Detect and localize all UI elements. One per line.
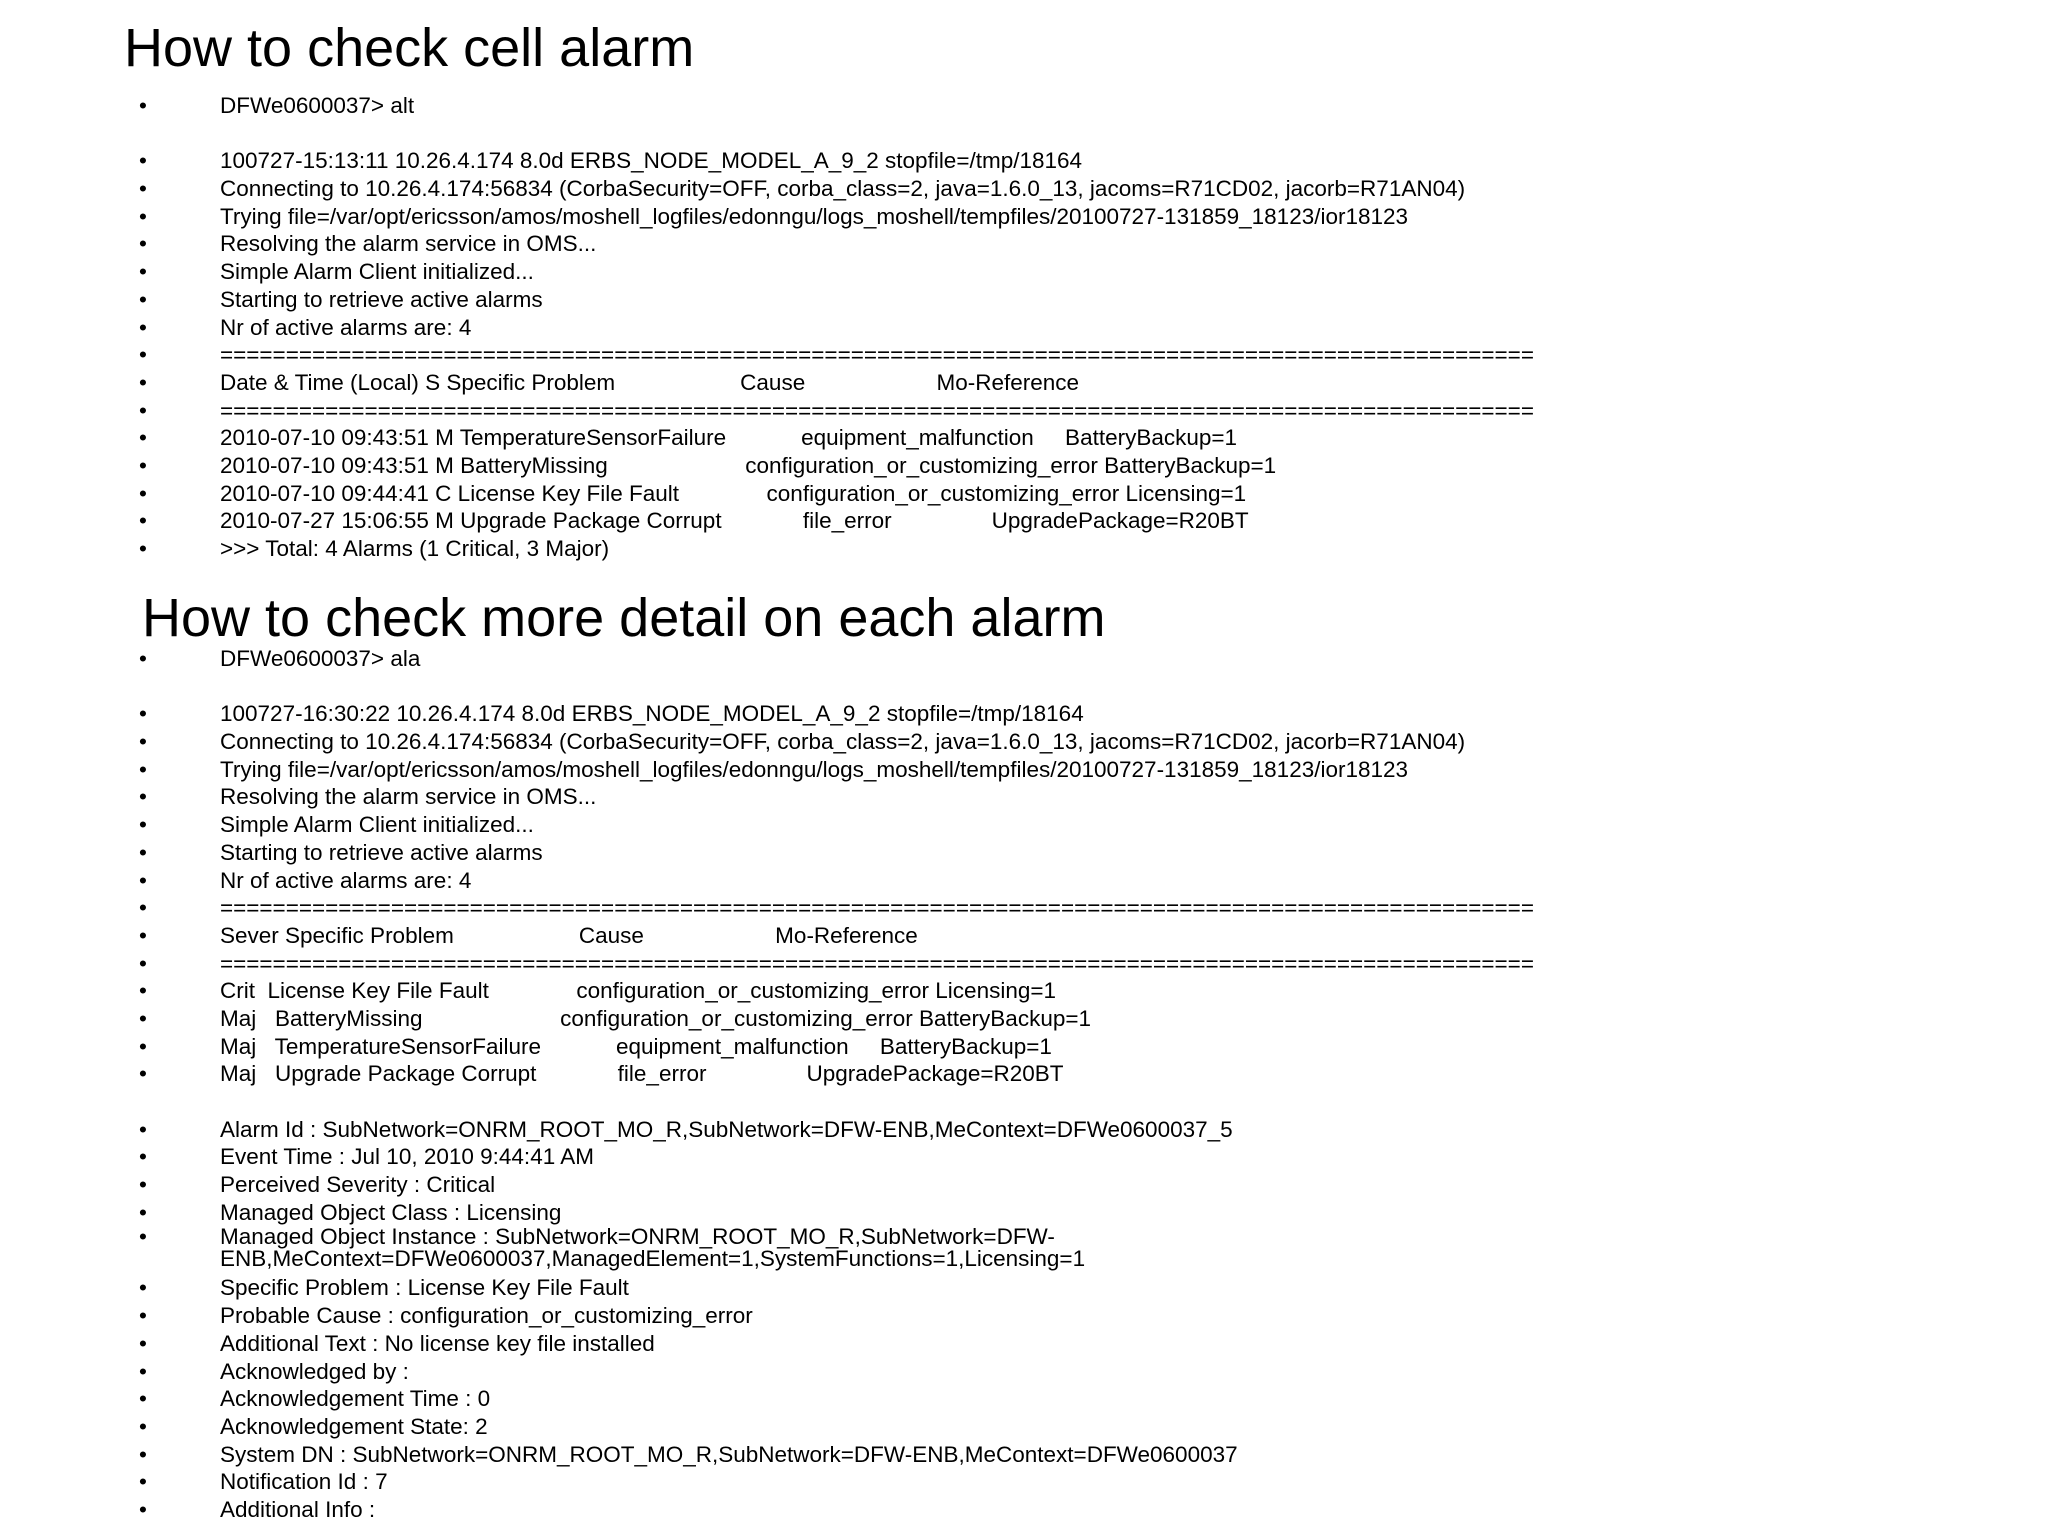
bullet-icon: •	[139, 1144, 147, 1170]
bullet-icon: •	[139, 729, 147, 755]
line-text: Managed Object Instance : SubNetwork=ONRM_ROOT_MO_R,SubNetwork=DFW- ENB,MeContext=DFWe0600037,ManagedElement=1,SystemFunctions=1,Licensing=1	[220, 1224, 1086, 1272]
list-item	[0, 1385, 2048, 1413]
section2-title: How to check more detail on each alarm	[142, 588, 1106, 648]
bullet-icon: •	[139, 950, 147, 976]
bullet-icon: •	[139, 452, 147, 478]
bullet-icon: •	[139, 1224, 147, 1250]
line-text: Maj Upgrade Package Corrupt file_error UpgradePackage=R20BT	[220, 1061, 1064, 1087]
list-item	[0, 1468, 2048, 1496]
bullet-icon: •	[139, 176, 147, 202]
list-item	[0, 1033, 2048, 1061]
blank-line	[0, 120, 2048, 148]
list-item	[0, 645, 2048, 673]
line-text: ====================================================================================================	[220, 895, 1534, 921]
line-text: Resolving the alarm service in OMS...	[220, 784, 597, 810]
bullet-icon: •	[139, 314, 147, 340]
list-item	[0, 1005, 2048, 1033]
bullet-icon: •	[139, 203, 147, 229]
list-item	[0, 230, 2048, 258]
line-text: DFWe0600037> alt	[220, 93, 415, 118]
section1-title: How to check cell alarm	[124, 18, 695, 78]
bullet-icon: •	[139, 397, 147, 423]
line-text: Acknowledged by :	[220, 1358, 409, 1384]
bullet-icon: •	[139, 895, 147, 921]
line-text: Acknowledgement Time : 0	[220, 1386, 491, 1412]
list-item	[0, 1060, 2048, 1088]
line-text: Notification Id : 7	[220, 1469, 388, 1495]
line-text: Date & Time (Local) S Specific Problem Cause Mo-Reference	[220, 369, 1080, 395]
list-item	[0, 1441, 2048, 1469]
bullet-icon: •	[139, 1172, 147, 1198]
list-item	[0, 1143, 2048, 1171]
line-text: Specific Problem : License Key File Fault	[220, 1275, 629, 1301]
bullet-icon: •	[139, 1116, 147, 1142]
bullet-icon: •	[139, 1275, 147, 1301]
list-item	[0, 894, 2048, 922]
list-item	[0, 203, 2048, 231]
list-item	[0, 369, 2048, 397]
line-text: 2010-07-27 15:06:55 M Upgrade Package Corrupt file_error UpgradePackage=R20BT	[220, 508, 1249, 534]
line-text: DFWe0600037> ala	[220, 646, 421, 671]
bullet-icon: •	[139, 508, 147, 534]
bullet-icon: •	[139, 756, 147, 782]
list-item	[0, 977, 2048, 1005]
bullet-icon: •	[139, 784, 147, 810]
bullet-icon: •	[139, 922, 147, 948]
list-item	[0, 147, 2048, 175]
line-text: Probable Cause : configuration_or_customizing_error	[220, 1303, 753, 1329]
list-item	[0, 1199, 2048, 1227]
bullet-icon: •	[139, 1358, 147, 1384]
list-item	[0, 700, 2048, 728]
line-text: Additional Text : No license key file installed	[220, 1330, 655, 1356]
line-text: ====================================================================================================	[220, 950, 1534, 976]
list-item	[0, 1226, 2048, 1274]
line-text: Connecting to 10.26.4.174:56834 (CorbaSecurity=OFF, corba_class=2, java=1.6.0_13, jacoms=R71CD02, jacorb=R71AN04)	[220, 729, 1466, 755]
list-item	[0, 480, 2048, 508]
list-item	[0, 1116, 2048, 1144]
list-item	[0, 397, 2048, 425]
list-item	[0, 314, 2048, 342]
line-text: Starting to retrieve active alarms	[220, 839, 543, 865]
bullet-icon: •	[139, 259, 147, 285]
list-item	[0, 1171, 2048, 1199]
list-item	[0, 258, 2048, 286]
line-text: 100727-15:13:11 10.26.4.174 8.0d ERBS_NODE_MODEL_A_9_2 stopfile=/tmp/18164	[220, 148, 1083, 174]
bullet-icon: •	[139, 646, 147, 671]
list-item	[0, 811, 2048, 839]
bullet-icon: •	[139, 1061, 147, 1087]
bullet-icon: •	[139, 1496, 147, 1522]
line-text: Sever Specific Problem Cause Mo-Reference	[220, 922, 918, 948]
line-text: Perceived Severity : Critical	[220, 1172, 496, 1198]
bullet-icon: •	[139, 286, 147, 312]
bullet-icon: •	[139, 1033, 147, 1059]
line-text: Trying file=/var/opt/ericsson/amos/moshell_logfiles/edonngu/logs_moshell/tempfiles/20100727-131859_18123/ior18123	[220, 756, 1409, 782]
bullet-icon: •	[139, 148, 147, 174]
list-item	[0, 507, 2048, 535]
bullet-icon: •	[139, 1303, 147, 1329]
list-item	[0, 783, 2048, 811]
section2-lines	[0, 645, 2048, 1524]
list-item	[0, 867, 2048, 895]
line-text: 2010-07-10 09:44:41 C License Key File Fault configuration_or_customizing_error Licensing=1	[220, 480, 1247, 506]
list-item	[0, 922, 2048, 950]
line-text: Maj TemperatureSensorFailure equipment_malfunction BatteryBackup=1	[220, 1033, 1052, 1059]
line-text: 100727-16:30:22 10.26.4.174 8.0d ERBS_NODE_MODEL_A_9_2 stopfile=/tmp/18164	[220, 701, 1084, 727]
line-text: Connecting to 10.26.4.174:56834 (CorbaSecurity=OFF, corba_class=2, java=1.6.0_13, jacoms=R71CD02, jacorb=R71AN04)	[220, 176, 1466, 202]
list-item	[0, 1274, 2048, 1302]
line-text: 2010-07-10 09:43:51 M BatteryMissing configuration_or_customizing_error BatteryBackup=1	[220, 452, 1277, 478]
bullet-icon: •	[139, 480, 147, 506]
bullet-icon: •	[139, 978, 147, 1004]
list-item	[0, 839, 2048, 867]
bullet-icon: •	[139, 1413, 147, 1439]
line-text: >>> Total: 4 Alarms (1 Critical, 3 Major)	[220, 536, 610, 561]
line-text: System DN : SubNetwork=ONRM_ROOT_MO_R,SubNetwork=DFW-ENB,MeContext=DFWe0600037	[220, 1441, 1238, 1467]
line-text: Simple Alarm Client initialized...	[220, 812, 534, 838]
bullet-icon: •	[139, 231, 147, 257]
bullet-icon: •	[139, 812, 147, 838]
blank-line	[0, 1088, 2048, 1116]
line-text: Event Time : Jul 10, 2010 9:44:41 AM	[220, 1144, 594, 1170]
bullet-icon: •	[139, 1199, 147, 1225]
list-item	[0, 950, 2048, 978]
bullet-icon: •	[139, 93, 147, 118]
line-text: Additional Info :	[220, 1496, 376, 1522]
line-text: Nr of active alarms are: 4	[220, 314, 472, 340]
blank-line	[0, 673, 2048, 701]
list-item	[0, 1330, 2048, 1358]
list-item	[0, 92, 2048, 120]
bullet-icon: •	[139, 425, 147, 451]
line-text: Starting to retrieve active alarms	[220, 286, 543, 312]
line-text: Nr of active alarms are: 4	[220, 867, 472, 893]
line-text: Acknowledgement State: 2	[220, 1413, 488, 1439]
line-text: Resolving the alarm service in OMS...	[220, 231, 597, 257]
list-item	[0, 341, 2048, 369]
list-item	[0, 1496, 2048, 1524]
line-text: Simple Alarm Client initialized...	[220, 259, 534, 285]
section1-lines	[0, 92, 2048, 563]
list-item	[0, 1358, 2048, 1386]
line-text: ====================================================================================================	[220, 397, 1534, 423]
list-item	[0, 535, 2048, 563]
list-item	[0, 424, 2048, 452]
bullet-icon: •	[139, 1330, 147, 1356]
line-text: Maj BatteryMissing configuration_or_customizing_error BatteryBackup=1	[220, 1005, 1091, 1031]
line-text: 2010-07-10 09:43:51 M TemperatureSensorFailure equipment_malfunction BatteryBackup=1	[220, 425, 1238, 451]
bullet-icon: •	[139, 1469, 147, 1495]
line-text: Crit License Key File Fault configuration_or_customizing_error Licensing=1	[220, 978, 1057, 1004]
bullet-icon: •	[139, 1005, 147, 1031]
list-item	[0, 1302, 2048, 1330]
line-text: Alarm Id : SubNetwork=ONRM_ROOT_MO_R,SubNetwork=DFW-ENB,MeContext=DFWe0600037_5	[220, 1116, 1233, 1142]
list-item	[0, 1413, 2048, 1441]
list-item	[0, 286, 2048, 314]
bullet-icon: •	[139, 839, 147, 865]
list-item	[0, 756, 2048, 784]
bullet-icon: •	[139, 867, 147, 893]
line-text: Managed Object Class : Licensing	[220, 1199, 562, 1225]
bullet-icon: •	[139, 536, 147, 561]
bullet-icon: •	[139, 369, 147, 395]
list-item	[0, 175, 2048, 203]
list-item	[0, 452, 2048, 480]
list-item	[0, 728, 2048, 756]
bullet-icon: •	[139, 1386, 147, 1412]
bullet-icon: •	[139, 342, 147, 368]
line-text: Trying file=/var/opt/ericsson/amos/moshell_logfiles/edonngu/logs_moshell/tempfiles/20100727-131859_18123/ior18123	[220, 203, 1409, 229]
line-text: ====================================================================================================	[220, 342, 1534, 368]
bullet-icon: •	[139, 1441, 147, 1467]
bullet-icon: •	[139, 701, 147, 727]
